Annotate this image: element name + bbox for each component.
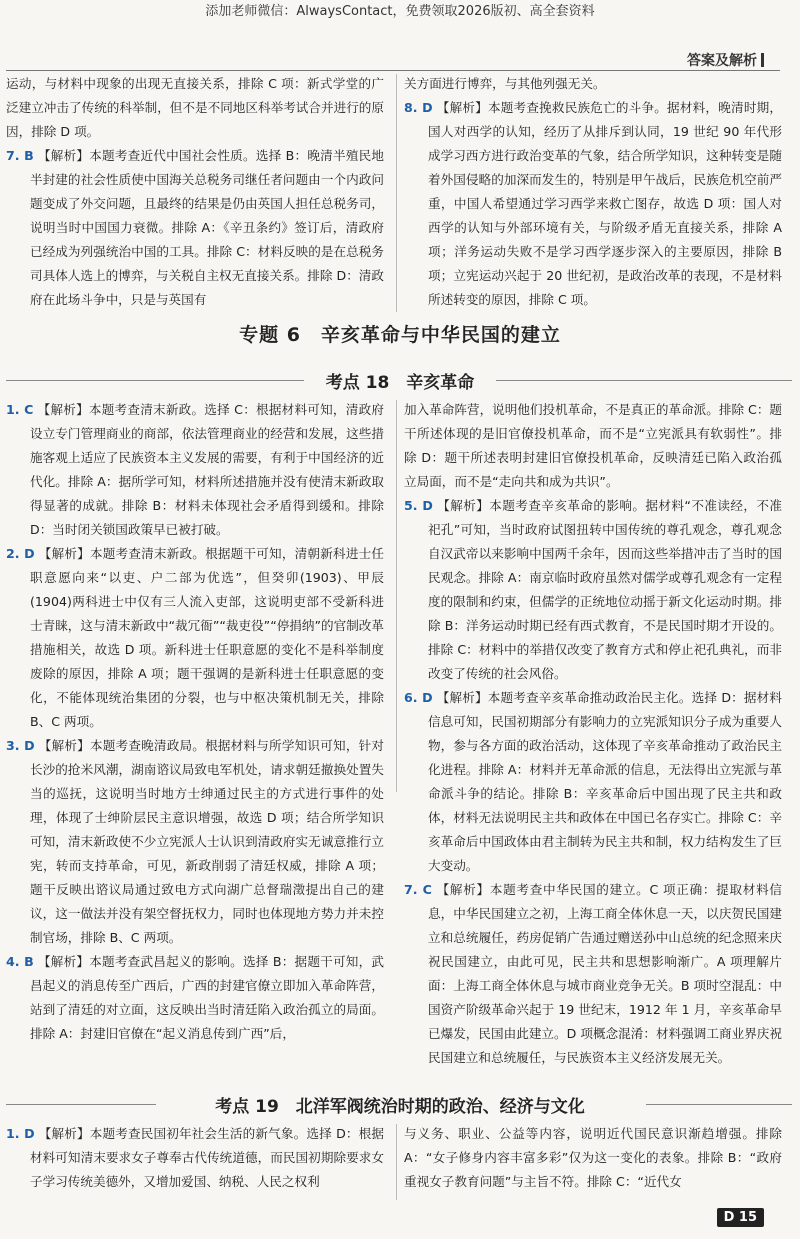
answer-entry [404,686,782,878]
answer-entry [6,734,384,950]
answer-entry [404,96,782,312]
continued-paragraph: 关方面进行博弈，与其他列强无关。 [404,76,606,91]
answer-number: 7. B [6,148,34,163]
mid-left-column [6,398,384,1046]
answer-text: 【解析】本题考查晚清政局。根据材料与所学知识可知，针对长沙的抢米风潮，湖南谘议局致电军机处，请求朝廷撤换处置失当的巡抚，这说明当时地方士绅通过民主的方式进行事件的处理，体现了士绅阶层民主意识增强，故选 D 项；结合所学知识可知，清末新政使不少立宪派人士认识到清政府实无诚意推行立宪，转而支持革命，可见，新政削弱了清廷权威，排除 A 项；题干反映出谘议局通过致电方式向湖广总督瑞澂提出自己的建议，这一做法并没有架空督抚权力，同时也体现地方势力并未控制官场，排除 B、C 两项。 [30,738,384,945]
answer-number: 1. D [6,1126,35,1141]
answer-number: 3. D [6,738,35,753]
answer-text: 【解析】本题考查近代中国社会性质。选择 B：晚清半殖民地半封建的社会性质使中国海关总税务司继任者问题由一个内政问题变成了外交问题，且最终的结果是仍由英国人担任总税务司，说明当时中国国力衰微。排除 A：《辛丑条约》签订后，清政府已经成为列强统治中国的工具。排除 C：材料反映的是在总税务司具体人选上的博弈，与关税自主权无直接关系。排除 D：清政府在此场斗争中，只是与英国有 [30,148,384,307]
answer-text: 【解析】本题考查中华民国的建立。C 项正确：提取材料信息，中华民国建立之初，上海工商全体休息一天，以庆贺民国建立和总统履任，药房促销广告通过赠送孙中山总统的纪念照来庆祝民国建立，由此可见，民主共和思想影响渐广。A 项理解片面：上海工商全体休息与城市商业竞争无关。B 项时空混乱：中国资产阶级革命兴起于 19 世纪末，1912 年 1 月，辛亥革命早已爆发，民国由此建立。D 项概念混淆：材料强调工商业界庆祝民国建立和总统履任，与民族资本主义经济发展无关。 [428,882,782,1065]
page-number: D 15 [717,1208,764,1227]
section-label-text: 答案及解析 [687,53,757,69]
answer-text: 【解析】本题考查辛亥革命的影响。据材料“不准读经，不准祀孔”可知，当时政府试图扭转中国传统的尊孔观念，尊孔观念自汉武帝以来影响中国两千余年，因而这些举措冲击了当时的国民观念。排除 A：南京临时政府虽然对儒学或尊孔观念有一定程度的限制和约束，但儒学的正统地位动摇于新文化运动时期。排除 B：洋务运动时期已经有西式教育，不是民国时期才开设的。排除 C：材料中的举措仅改变了教育方式和停止祀孔典礼，而非改变了传统的社会风俗。 [428,498,782,681]
continued-paragraph: 加入革命阵营，说明他们投机革命，不是真正的革命派。排除 C：题干所述体现的是旧官僚投机革命，而不是“立宪派具有软弱性”。排除 D：题干所述表明封建旧官僚投机革命，反映清廷已陷入政治孤立局面，而不是“走向共和成为共识”。 [404,402,783,489]
answer-entry [6,542,384,734]
top-left-column [6,72,384,312]
answer-number: 2. D [6,546,35,561]
column-divider [396,400,397,792]
heading-rule-right [646,1104,792,1105]
answer-number: 5. D [404,498,433,513]
answer-text: 【解析】本题考查辛亥革命推动政治民主化。选择 D：据材料信息可知，民国初期部分有影响力的立宪派知识分子成为重要人物，参与各方面的政治活动，这体现了辛亥革命推动了政治民主化进程。排除 A：材料并无革命派的信息，无法得出立宪派与革命派斗争的结论。排除 B：辛亥革命后中国出现了民主共和政体，材料无法说明民主共和政体在中国已名存实亡。排除 C：辛亥革命后中国政体由君主制转为民主共和制，权力结构发生了巨大变动。 [428,690,783,873]
column-divider [396,74,397,312]
point-19-heading: 考点 19 北洋军阀统治时期的政治、经济与文化 [215,1097,585,1117]
section-label-bar [761,53,764,67]
answer-entry [6,398,384,542]
header-rule [6,70,780,71]
bottom-right-column [404,1122,782,1194]
answer-text: 【解析】本题考查民国初年社会生活的新气象。选择 D：根据材料可知清末要求女子尊奉古代传统道德，而民国初期除要求女子学习传统美德外，又增加爱国、纳税、人民之权利 [30,1126,385,1189]
answer-number: 1. C [6,402,34,417]
topic-heading: 专题 6 辛亥革命与中华民国的建立 [239,324,561,346]
heading-rule-right [496,380,792,381]
answer-number: 7. C [404,882,432,897]
answer-entry [6,144,384,312]
answer-entry [404,494,782,686]
answer-text: 【解析】本题考查武昌起义的影响。选择 B：据题干可知，武昌起义的消息传至广西后，广西的封建官僚立即加入革命阵营，站到了清廷的对立面，这反映出当时清廷陷入政治孤立的局面。排除 A：封建旧官僚在“起义消息传到广西”后， [30,954,384,1041]
point-18-heading: 考点 18 辛亥革命 [325,373,475,393]
answer-number: 6. D [404,690,433,705]
promo-banner: 添加老师微信：AlwaysContact，免费领取2026版初、高全套资料 [205,4,595,19]
top-right-column [404,72,782,312]
bottom-left-column [6,1122,384,1194]
answer-text: 【解析】本题考查挽救民族危亡的斗争。据材料，晚清时期，国人对西学的认知，经历了从排斥到认同，19 世纪 90 年代形成学习西方进行政治变革的气象，结合所学知识，这种转变是随着外国侵略的加深而发生的，特别是甲午战后，民族危机空前严重，中国人希望通过学习西学来救亡图存，故选 D 项：国人对西学的认知与外部环境有关，与阶级矛盾无直接关系，排除 A 项；洋务运动失败不是学习西学逐步深入的主要原因，排除 B 项；立宪运动兴起于 20 世纪初，是政治改革的表现，不是材料所述转变的原因，排除 C 项。 [428,100,782,307]
answer-entry [6,1122,384,1194]
answer-entry [404,878,782,1070]
answer-entry [6,950,384,1046]
continued-paragraph: 运动，与材料中现象的出现无直接关系，排除 C 项：新式学堂的广泛建立冲击了传统的科举制，但不是不同地区科举考试合并进行的原因，排除 D 项。 [6,76,384,139]
mid-right-column [404,398,782,1070]
answer-number: 4. B [6,954,34,969]
column-divider [396,1124,397,1200]
answer-text: 【解析】本题考查清末新政。选择 C：根据材料可知，清政府设立专门管理商业的商部，依法管理商业的经营和发展，这些措施客观上适应了民族资本主义发展的需要，有利于中国经济的近代化。排除 A：据所学可知，材料所述措施并没有使清末新政取得显著的成就。排除 B：材料未体现社会矛盾得到缓和。排除 D：当时闭关锁国政策早已被打破。 [30,402,384,537]
section-label [687,50,764,70]
answer-number: 8. D [404,100,433,115]
answer-text: 【解析】本题考查清末新政。根据题干可知，清朝新科进士任职意愿向来“以吏、户二部为优选”，但癸卯(1903)、甲辰(1904)两科进士中仅有三人流入吏部，这说明吏部不受新科进士青睐，这与清末新政中“裁冗衙”“裁吏役”“停捐纳”的官制改革措施相关，故选 D 项。新科进士任职意愿的变化不是科举制度废除的原因，排除 A 项；题干强调的是新科进士任职意愿的变化，不能体现统治集团的分裂，也与中枢决策机制无关，排除 B、C 两项。 [30,546,384,729]
continued-paragraph: 与义务、职业、公益等内容，说明近代国民意识渐趋增强。排除 A：“女子修身内容丰富多彩”仅为这一变化的表象。排除 B：“政府重视女子教育问题”与主旨不符。排除 C：“近代女 [404,1126,782,1189]
